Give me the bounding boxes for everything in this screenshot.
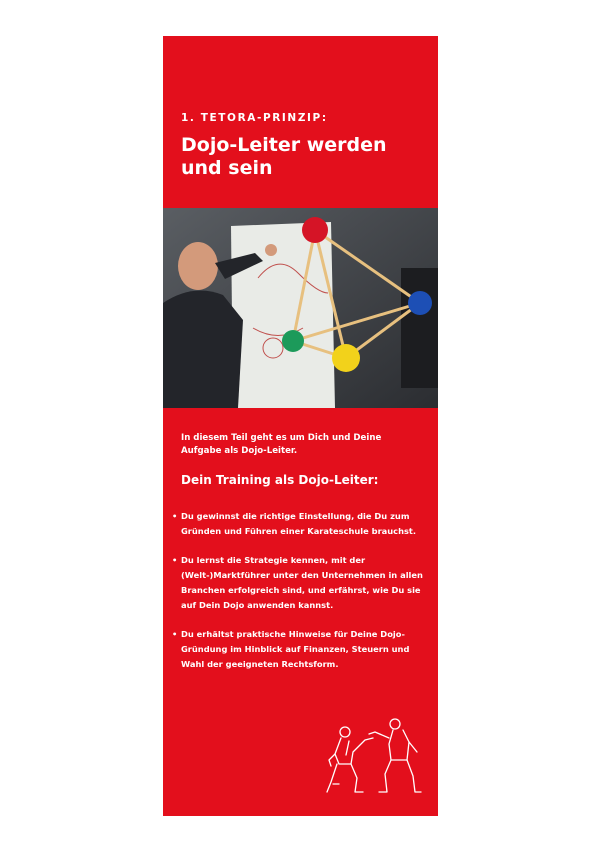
list-item <box>171 627 429 672</box>
page-title: Dojo-Leiter werden und sein <box>181 134 387 179</box>
list-item <box>171 553 429 613</box>
benefit-list <box>171 509 429 686</box>
presenter-photo <box>163 208 438 408</box>
karate-fighters-illustration <box>323 710 423 800</box>
section-kicker: 1. TETORA-PRINZIP: <box>181 112 328 124</box>
list-item-text: Du gewinnst die richtige Einstellung, die Du zum Gründen und Führen einer Karateschule brauchst. <box>181 511 417 536</box>
bullet-icon: • <box>172 555 178 565</box>
bullet-icon: • <box>172 629 178 639</box>
list-item <box>171 509 429 539</box>
bullet-icon: • <box>172 511 178 521</box>
list-item-text: Du lernst die Strategie kennen, mit der (Welt-)Marktführer unter den Unternehmen in allen Branchen erfolgreich sind, und erfährst, wie Du sie auf Dein Dojo anwenden kannst. <box>181 555 423 610</box>
training-heading: Dein Training als Dojo-Leiter: <box>181 473 379 487</box>
intro-text: In diesem Teil geht es um Dich und Deine Aufgabe als Dojo-Leiter. <box>181 433 382 456</box>
red-banner <box>163 36 438 816</box>
list-item-text: Du erhältst praktische Hinweise für Deine Dojo-Gründung im Hinblick auf Finanzen, Steuern und Wahl der geeigneten Rechtsform. <box>181 629 410 669</box>
